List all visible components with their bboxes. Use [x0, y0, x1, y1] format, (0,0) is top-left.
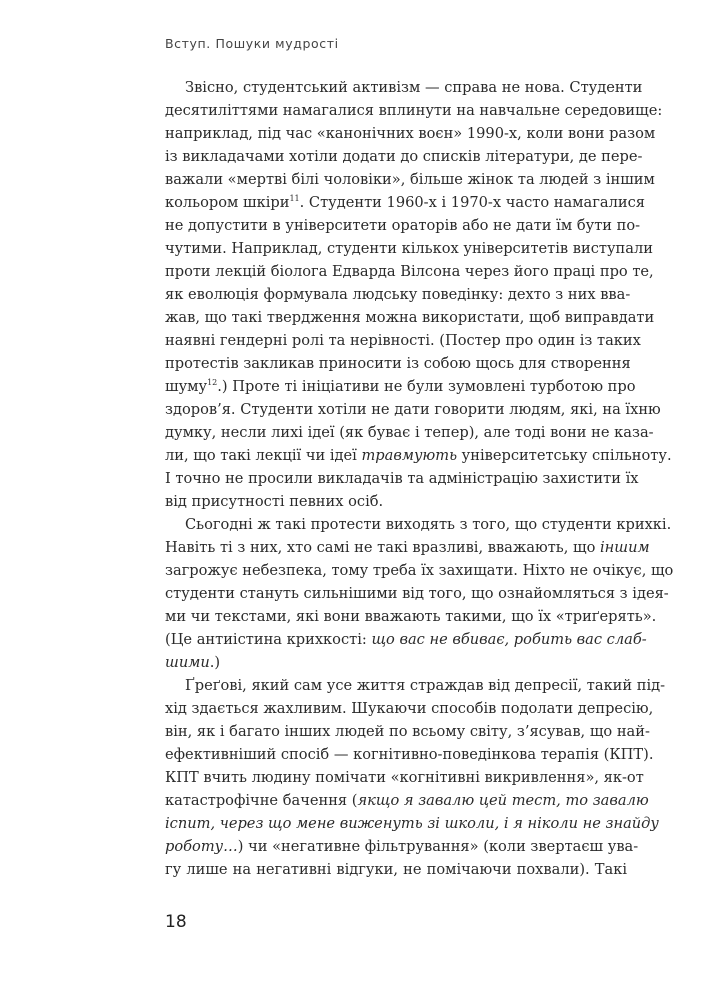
italic-text: травмують [361, 447, 458, 464]
text-segment: Сьогодні ж такі протести виходять з того, що студенти крихкі. [185, 516, 672, 533]
body-text [165, 76, 674, 881]
text-line [165, 674, 666, 697]
text-segment: ми чи текстами, які вони вважають такими, що їх «триґерять». [165, 608, 657, 625]
text-segment: Навіть ті з них, хто самі не такі вразливі, вважають, що [165, 539, 601, 556]
text-segment: десятиліттями намагалися вплинути на навчальне середовище: [165, 102, 663, 119]
paragraph [165, 674, 666, 881]
text-line [165, 145, 643, 168]
text-segment: важали «мертві білі чоловіки», більше жінок та людей з іншим [165, 171, 655, 188]
text-line [165, 375, 636, 398]
italic-text: іншим [600, 539, 650, 556]
text-segment: Ґреґові, який сам усе життя страждав від депресії, такий під- [185, 677, 666, 694]
text-segment: ефективніший спосіб — когнітивно-поведінкова терапія (КПТ). [165, 746, 654, 763]
text-segment: наявні гендерні ролі та нерівності. (Постер про один із таких [165, 332, 641, 349]
running-head: Вступ. Пошуки мудрості [165, 36, 339, 51]
text-segment: не допустити в університети ораторів або не дати їм бути по- [165, 217, 641, 234]
text-line [165, 444, 672, 467]
text-segment: як еволюція формувала людську поведінку: дехто з них вва- [165, 286, 631, 303]
text-line [165, 605, 657, 628]
text-line [165, 283, 631, 306]
text-segment: він, як і багато інших людей по всьому світу, з’ясував, що най- [165, 723, 650, 740]
text-line [165, 168, 655, 191]
italic-text: що вас не вбиває, робить вас слаб- [371, 631, 647, 648]
footnote-ref[interactable]: 12 [207, 378, 218, 387]
text-line [165, 835, 639, 858]
text-segment: думку, несли лихі ідеї (як буває і тепер), але тоді вони не каза- [165, 424, 654, 441]
italic-text: якщо я завалю цей тест, то завалю [357, 792, 649, 809]
text-line [165, 628, 647, 651]
text-line [165, 99, 663, 122]
text-segment: ли, що такі лекції чи ідеї [165, 447, 362, 464]
text-segment: .) [209, 654, 221, 671]
text-segment: із викладачами хотіли додати до списків літератури, де пере- [165, 148, 643, 165]
text-line [165, 513, 672, 536]
text-segment: ) чи «негативне фільтрування» (коли звертаєш ува- [237, 838, 639, 855]
text-line [165, 191, 645, 214]
text-line [165, 214, 641, 237]
text-segment: від присутності певних осіб. [165, 493, 384, 510]
text-segment: Звісно, студентський активізм — справа не нова. Студенти [185, 79, 643, 96]
paragraph [165, 76, 672, 513]
text-line [165, 697, 654, 720]
text-line [165, 306, 655, 329]
text-segment: (Це антиістина крихкості: [165, 631, 372, 648]
text-segment: наприклад, під час «канонічних воєн» 1990-х, коли вони разом [165, 125, 656, 142]
text-line [165, 467, 639, 490]
text-segment: чутими. Наприклад, студенти кількох університетів виступали [165, 240, 653, 257]
text-line [165, 582, 669, 605]
text-line [165, 122, 656, 145]
text-line [165, 812, 659, 835]
text-line [165, 743, 654, 766]
text-segment: загрожує небезпека, тому треба їх захищати. Ніхто не очікує, що [165, 562, 674, 579]
text-segment: протестів закликав приносити із собою щось для створення [165, 355, 631, 372]
text-segment: жав, що такі твердження можна використати, щоб виправдати [165, 309, 655, 326]
text-segment: проти лекцій біолога Едварда Вілсона через його праці про те, [165, 263, 654, 280]
text-segment: гу лише на негативні відгуки, не помічаючи похвали). Такі [165, 861, 627, 878]
text-line [165, 237, 653, 260]
text-segment: І точно не просили викладачів та адміністрацію захистити їх [165, 470, 639, 487]
text-segment: університетську спільноту. [457, 447, 672, 464]
text-segment: здоров’я. Студенти хотіли не дати говорити людям, які, на їхню [165, 401, 661, 418]
text-line [165, 260, 654, 283]
text-line [165, 329, 641, 352]
text-line [165, 490, 627, 513]
text-line [165, 76, 643, 99]
text-line [165, 651, 627, 674]
text-line [165, 536, 650, 559]
text-segment: хід здається жахливим. Шукаючи способів подолати депресію, [165, 700, 654, 717]
text-line [165, 766, 644, 789]
italic-text: шими [165, 654, 210, 671]
text-line [165, 789, 649, 812]
text-segment: катастрофічне бачення ( [165, 792, 358, 809]
text-segment: КПТ вчить людину помічати «когнітивні викривлення», як-от [165, 769, 644, 786]
text-segment: кольором шкіри [165, 194, 290, 211]
text-line [165, 421, 654, 444]
italic-text: роботу… [165, 838, 238, 855]
text-line [165, 398, 661, 421]
footnote-ref[interactable]: 11 [289, 194, 300, 203]
text-segment: . Студенти 1960-х і 1970-х часто намагалися [299, 194, 645, 211]
text-line [165, 858, 627, 881]
page-number: 18 [165, 912, 187, 932]
text-segment: шуму [165, 378, 208, 395]
text-line [165, 559, 674, 582]
text-line [165, 720, 650, 743]
text-segment: студенти стануть сильнішими від того, що ознайомляться з ідея- [165, 585, 669, 602]
text-line [165, 352, 631, 375]
paragraph [165, 513, 674, 674]
text-segment: .) Проте ті ініціативи не були зумовлені турботою про [217, 378, 636, 395]
italic-text: іспит, через що мене виженуть зі школи, і я ніколи не знайду [165, 815, 659, 832]
